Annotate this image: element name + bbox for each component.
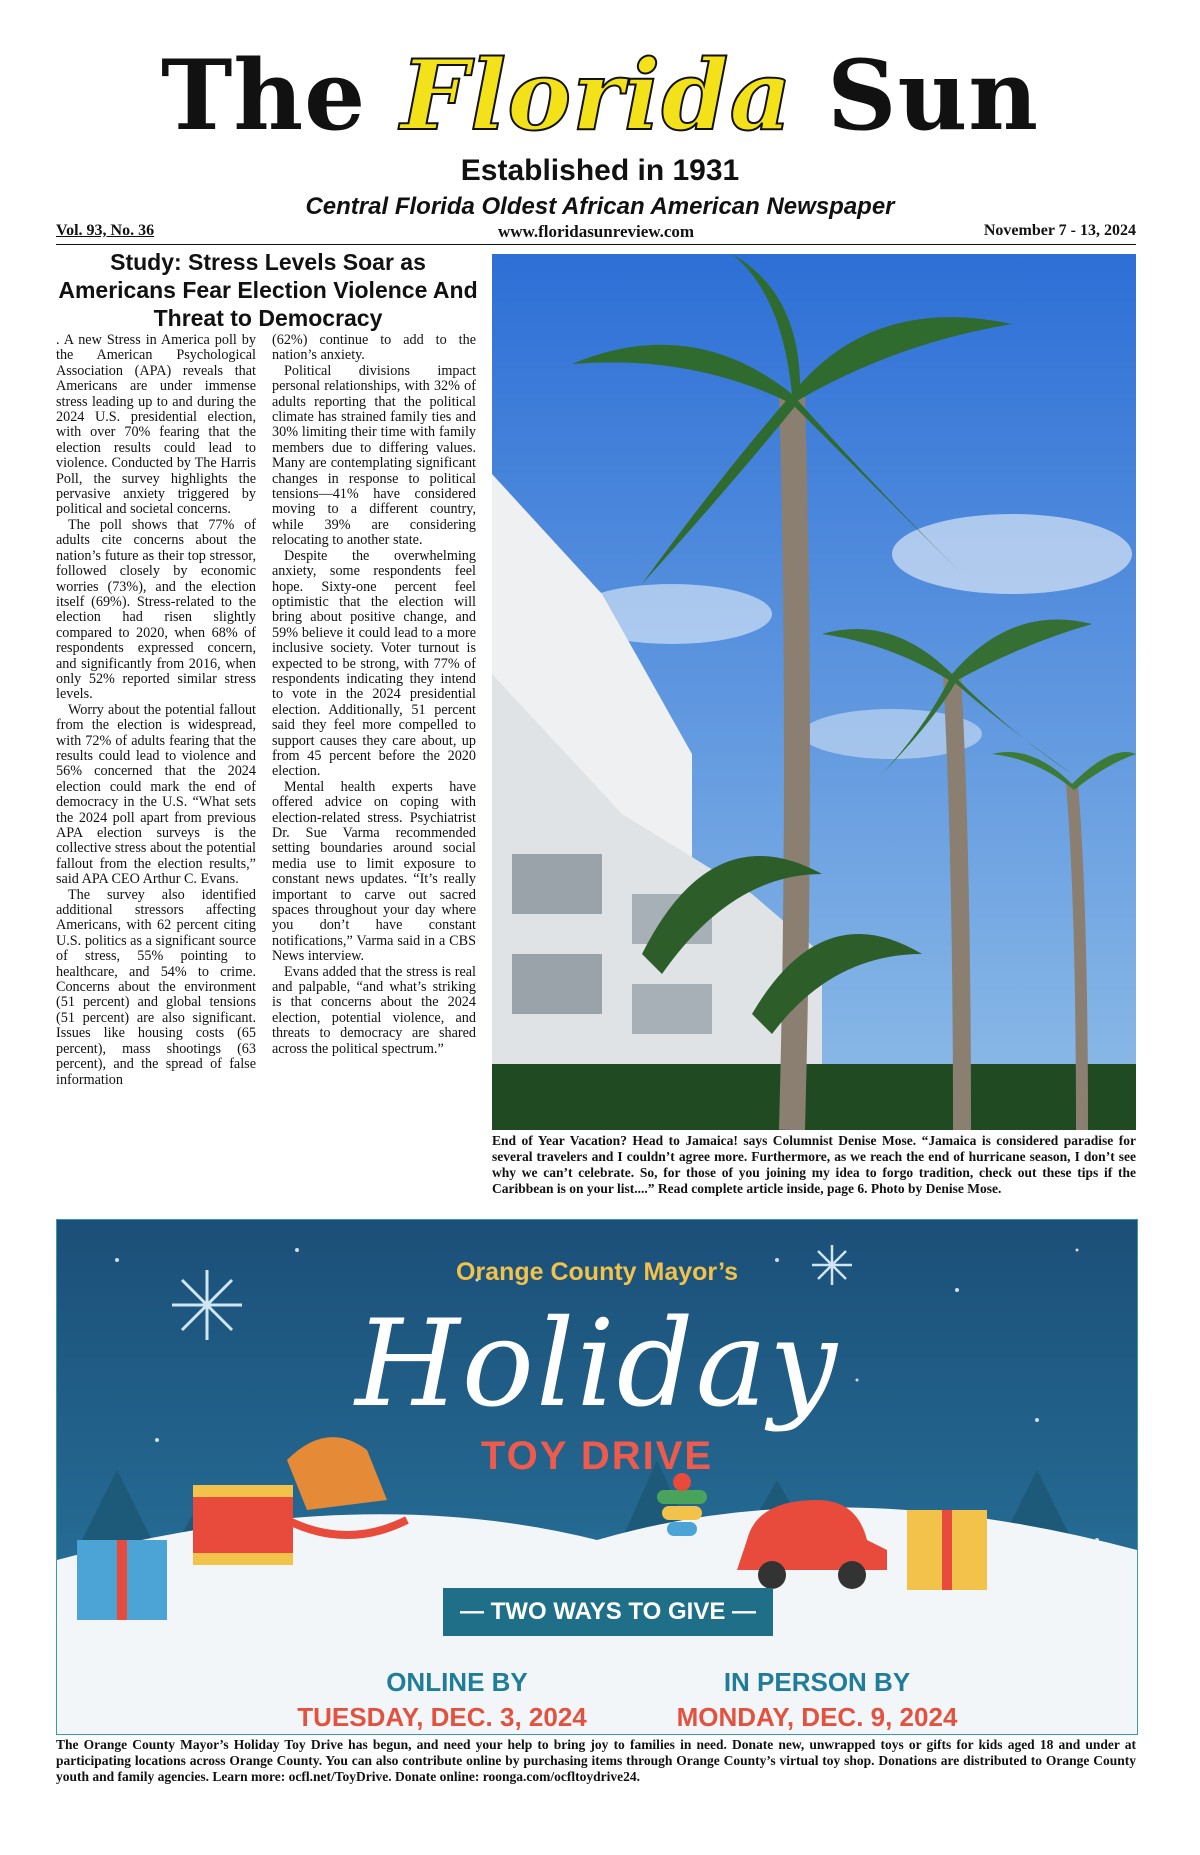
two-ways-banner: — TWO WAYS TO GIVE — <box>443 1588 773 1636</box>
issue-info-bar <box>56 222 1136 245</box>
masthead <box>0 40 1200 222</box>
palm-trees-illustration <box>492 254 1136 1130</box>
established-line: Established in 1931 <box>460 154 740 187</box>
paragraph: Evans added that the stress is real and palpable, “and what’s striking is that concerns about the 2024 election, potential violence, and threats to democracy are shared across the political spectrum.” <box>272 963 476 1057</box>
paragraph: Despite the overwhelming anxiety, some respondents feel hope. Sixty-one percent feel optimistic that the election will bring about positive change, and 59% believe it could lead to a more inclusive society. Voter turnout is expected to be strong, with 77% of respondents indicating they intend to vote in the 2024 presidential election. Additionally, 51 percent said they feel more compelled to support causes they care about, up from 45 percent before the 2020 election. <box>272 547 476 780</box>
article-column-2 <box>272 333 476 1057</box>
in-person-deadline: MONDAY, DEC. 9, 2024 <box>676 1702 958 1732</box>
paragraph: The survey also identified additional stressors affecting Americans, with 62 percent citing U.S. politics as a significant source of stress, 55% pointing to healthcare, and 54% to crime. Concerns about the environment (51 percent) and global tensions (51 percent) are also significant. Issues like housing costs (65 percent), mass shootings (63 percent), and the spread of false information <box>56 886 256 1088</box>
issue-date: November 7 - 13, 2024 <box>983 222 1136 239</box>
volume-number: Vol. 93, No. 36 <box>56 222 155 239</box>
paragraph: Political divisions impact personal relationships, with 32% of adults reporting that the political climate has strained family ties and 30% limiting their time with family members due to differing values. Many are contemplating significant changes in response to political tensions—41% have considered moving to a different country, while 39% are considering relocating to another state. <box>272 362 476 549</box>
paragraph: The poll shows that 77% of adults cite concerns about the nation’s future as their top stressor, followed closely by economic worries (73%), and the election itself (69%). Stress-related to the election had risen slightly compared to 2020, when 68% of respondents expressed concern, and significantly from 2016, when only 52% reported similar stress levels. <box>56 516 256 703</box>
toy-drive-caption: The Orange County Mayor’s Holiday Toy Drive has begun, and need your help to bring joy to families in need. Donate new, unwrapped toys or gifts for kids aged 18 and under at participating locations across Orange County. You can also contribute online by purchasing items through Orange County’s virtual toy shop. Donations are distributed to Orange County youth and family agencies. Learn more: ocfl.net/ToyDrive. Donate online: roonga.com/ocfltoydrive24. <box>56 1737 1136 1784</box>
title-sun: Sun <box>827 39 1040 152</box>
article-headline: Study: Stress Levels Soar as Americans Fear Election Violence And Threat to Democracy <box>58 249 478 331</box>
newspaper-title <box>0 40 1200 152</box>
paragraph: (62%) continue to add to the nation’s anxiety. <box>272 332 476 364</box>
online-deadline: TUESDAY, DEC. 3, 2024 <box>297 1702 587 1732</box>
palm-trees-photo <box>492 254 1136 1130</box>
title-the: The <box>160 39 367 152</box>
in-person-label: IN PERSON BY <box>723 1667 911 1697</box>
website-link[interactable]: www.floridasunreview.com <box>497 222 695 241</box>
paragraph: . A new Stress in America poll by the American Psychological Association (APA) reveals that Americans are under immense stress leading up to and during the 2024 U.S. presidential election, with over 70% fearing that the election results could lead to violence. Conducted by The Harris Poll, the survey highlights the pervasive anxiety triggered by political and societal concerns. <box>56 332 256 518</box>
tagline: Central Florida Oldest African American Newspaper <box>305 193 895 220</box>
paragraph: Mental health experts have offered advice on coping with election-related stress. Psychiatrist Dr. Sue Varma recommended setting boundaries around social media use to limit exposure to constant news updates. “It’s really important to carve out sacred spaces throughout your day where you don’t have constant notifications,” Varma said in a CBS News interview. <box>272 778 476 965</box>
article-column-1 <box>56 333 256 1088</box>
ad-subtitle: TOY DRIVE <box>480 1434 714 1478</box>
paragraph: Worry about the potential fallout from the election is widespread, with 72% of adults fearing that the results could lead to violence and 56% concerned that the 2024 election could mark the end of democracy in the U.S. “What sets the 2024 poll apart from previous APA election surveys is the collective stress about the potential fallout from the election results,” said APA CEO Arthur C. Evans. <box>56 701 256 888</box>
photo-caption: End of Year Vacation? Head to Jamaica! says Columnist Denise Mose. “Jamaica is considered paradise for several travelers and I couldn’t agree more. Furthermore, as we reach the end of hurricane season, I don’t see why we can’t celebrate. So, for those of you joining my idea to forgo tradition, check out these tips if the Caribbean is on your list....” Read complete article inside, page 6. Photo by Denise Mose. <box>492 1133 1136 1196</box>
online-label: ONLINE BY <box>386 1667 528 1697</box>
ad-title: Holiday <box>355 1295 839 1434</box>
title-florida: Florida <box>400 39 793 152</box>
ad-pre-title: Orange County Mayor’s <box>456 1258 738 1286</box>
toy-drive-advertisement[interactable] <box>56 1219 1138 1735</box>
